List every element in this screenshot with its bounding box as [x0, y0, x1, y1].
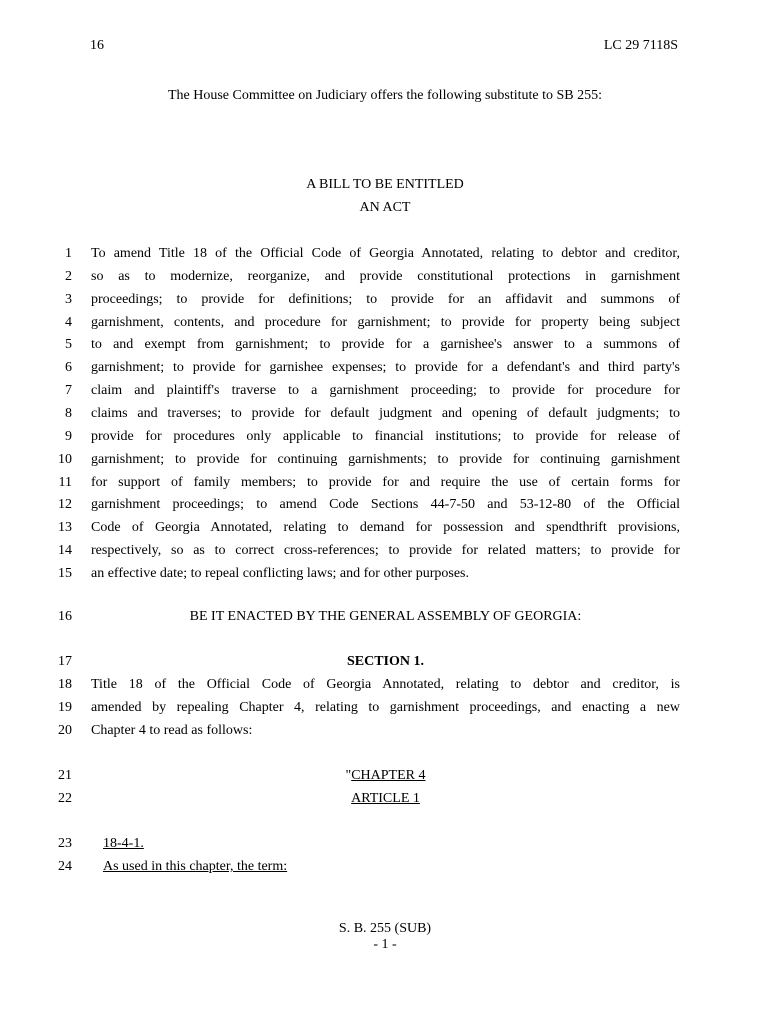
section-line: amended by repealing Chapter 4, relating to garnishment proceedings, and enacting a new — [91, 700, 680, 715]
chapter-title: CHAPTER 4 — [351, 768, 426, 783]
line-number: 1 — [65, 246, 72, 261]
line-number: 14 — [58, 543, 72, 558]
open-quote: " — [345, 768, 352, 783]
line-number: 2 — [65, 269, 72, 284]
body-line: garnishment; to provide for garnishee expenses; to provide for a defendant's and third party's — [91, 360, 680, 375]
line-number: 16 — [58, 609, 72, 624]
definition-intro: As used in this chapter, the term: — [103, 859, 288, 874]
body-line: claim and plaintiff's traverse to a garnishment proceeding; to provide for procedure for — [91, 383, 680, 398]
body-line: claims and traverses; to provide for default judgment and opening of default judgments; to — [91, 406, 680, 421]
line-number: 8 — [65, 406, 72, 421]
line-number: 11 — [58, 475, 72, 490]
body-line: garnishment, contents, and procedure for garnishment; to provide for property being subject — [91, 315, 680, 330]
section-line: Title 18 of the Official Code of Georgia Annotated, relating to debtor and creditor, is — [91, 677, 680, 692]
body-line: To amend Title 18 of the Official Code of Georgia Annotated, relating to debtor and creditor, — [91, 246, 680, 261]
act-title: AN ACT — [359, 200, 411, 215]
enacting-clause: BE IT ENACTED BY THE GENERAL ASSEMBLY OF GEORGIA: — [189, 609, 582, 624]
section-heading: SECTION 1. — [346, 654, 425, 669]
body-line: respectively, so as to correct cross-references; to provide for related matters; to provide for — [91, 543, 680, 558]
line-number: 23 — [58, 836, 72, 851]
body-line: so as to modernize, reorganize, and provide constitutional protections in garnishment — [91, 269, 680, 284]
line-number: 19 — [58, 700, 72, 715]
line-number: 18 — [58, 677, 72, 692]
body-line: garnishment proceedings; to amend Code Sections 44-7-50 and 53-12-80 of the Official — [91, 497, 680, 512]
body-line: provide for procedures only applicable to financial institutions; to provide for release of — [91, 429, 680, 444]
footer-page-number: - 1 - — [373, 937, 397, 952]
line-number: 24 — [58, 859, 72, 874]
line-number: 17 — [58, 654, 72, 669]
line-number: 22 — [58, 791, 72, 806]
article-heading — [91, 791, 680, 807]
line-number: 10 — [58, 452, 72, 467]
body-line: to and exempt from garnishment; to provide for a garnishee's answer to a summons of — [91, 337, 680, 352]
line-number: 7 — [65, 383, 72, 398]
section-line: Chapter 4 to read as follows: — [91, 723, 253, 738]
footer-bill-id: S. B. 255 (SUB) — [338, 921, 432, 936]
line-number: 20 — [58, 723, 72, 738]
body-line: proceedings; to provide for definitions; to provide for an affidavit and summons of — [91, 292, 680, 307]
body-line: for support of family members; to provide for and require the use of certain forms for — [91, 475, 680, 490]
line-number: 21 — [58, 768, 72, 783]
substitute-intro: The House Committee on Judiciary offers the following substitute to SB 255: — [167, 88, 603, 103]
code-section-number: 18-4-1. — [103, 836, 144, 851]
line-number: 4 — [65, 315, 72, 330]
line-number: 9 — [65, 429, 72, 444]
article-title: ARTICLE 1 — [351, 791, 420, 806]
line-number: 12 — [58, 497, 72, 512]
body-line: garnishment; to provide for continuing garnishments; to provide for continuing garnishment — [91, 452, 680, 467]
page-number: 16 — [90, 38, 104, 53]
line-number: 6 — [65, 360, 72, 375]
line-number: 15 — [58, 566, 72, 581]
line-number: 3 — [65, 292, 72, 307]
chapter-heading — [91, 768, 680, 784]
body-line: an effective date; to repeal conflicting laws; and for other purposes. — [91, 566, 469, 581]
document-id: LC 29 7118S — [603, 38, 678, 53]
bill-title: A BILL TO BE ENTITLED — [306, 177, 464, 192]
body-line: Code of Georgia Annotated, relating to demand for possession and spendthrift provisions, — [91, 520, 680, 535]
line-number: 5 — [65, 337, 72, 352]
line-number: 13 — [58, 520, 72, 535]
